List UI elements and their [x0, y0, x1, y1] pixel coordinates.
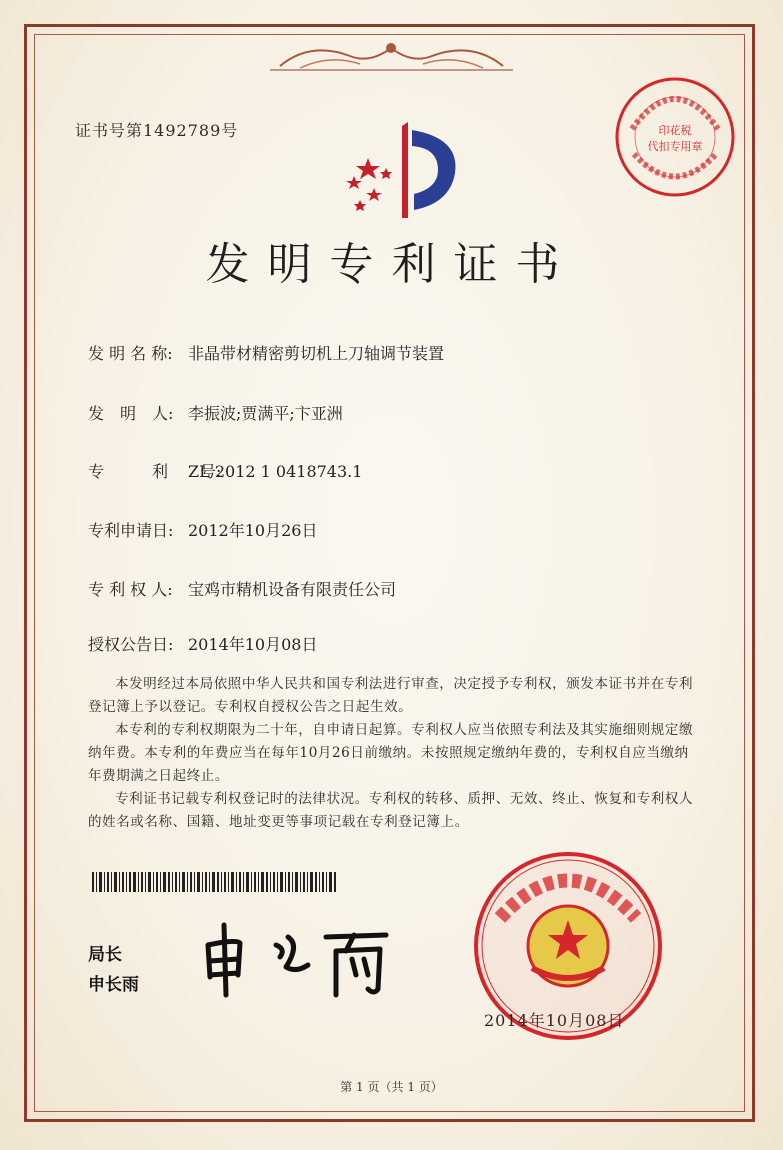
certificate-title: 发明专利证书: [205, 239, 578, 290]
field-label: 专 利 号:: [88, 462, 222, 481]
paragraph-legal-status: 专利证书记载专利权登记时的法律状况。专利权的转移、质押、无效、终止、恢复和专利权人的姓名或名称、国籍、地址变更等事项记载在专利登记簿上。: [88, 791, 694, 830]
field-value: ZL 2012 1 0418743.1: [188, 462, 363, 481]
field-value: 宝鸡市精机设备有限责任公司: [188, 580, 397, 599]
field-value: 非晶带材精密剪切机上刀轴调节装置: [188, 344, 445, 363]
field-patentee: [88, 577, 396, 600]
director-title: 局长: [88, 945, 122, 965]
field-label: 专利申请日:: [88, 521, 174, 540]
field-label: 发 明 名 称:: [88, 344, 173, 363]
page-footer: 第 1 页（共 1 页）: [340, 1080, 443, 1094]
barcode: [92, 872, 336, 892]
field-label: 专 利 权 人:: [88, 580, 173, 599]
certificate-number: 证书号第1492789号: [75, 121, 239, 140]
patent-office-emblem: [330, 118, 470, 228]
field-invention-name: [88, 341, 444, 364]
field-grant-date: [88, 632, 317, 655]
paragraph-grant: 本发明经过本局依照中华人民共和国专利法进行审查，决定授予专利权，颁发本证书并在专利登记簿上予以登记。专利权自授权公告之日起生效。: [88, 676, 694, 715]
director-signature: [196, 915, 416, 1005]
seal-date: 2014年10月08日: [484, 1011, 625, 1030]
field-patent-number: [88, 459, 362, 482]
svg-text:印花税: 印花税: [658, 124, 692, 137]
field-value: 2014年10月08日: [188, 635, 318, 654]
director-block: [88, 940, 139, 1000]
field-application-date: [88, 518, 317, 541]
tax-stamp-seal: [612, 74, 738, 200]
svg-text:代扣专用章: 代扣专用章: [647, 140, 703, 153]
field-inventors: [88, 401, 343, 424]
field-label: 发 明 人:: [88, 404, 174, 423]
field-value: 李振波;贾满平;卞亚洲: [188, 404, 343, 423]
top-ornament: [270, 36, 513, 76]
paragraph-term: 本专利的专利权期限为二十年，自申请日起算。专利权人应当依照专利法及其实施细则规定缴纳年费。本专利的年费应当在每年10月26日前缴纳。未按照规定缴纳年费的，专利权自应当缴纳年费期满之日起终止。: [88, 722, 694, 784]
field-label: 授权公告日:: [88, 635, 174, 654]
field-value: 2012年10月26日: [188, 521, 318, 540]
director-name: 申长雨: [88, 975, 139, 995]
